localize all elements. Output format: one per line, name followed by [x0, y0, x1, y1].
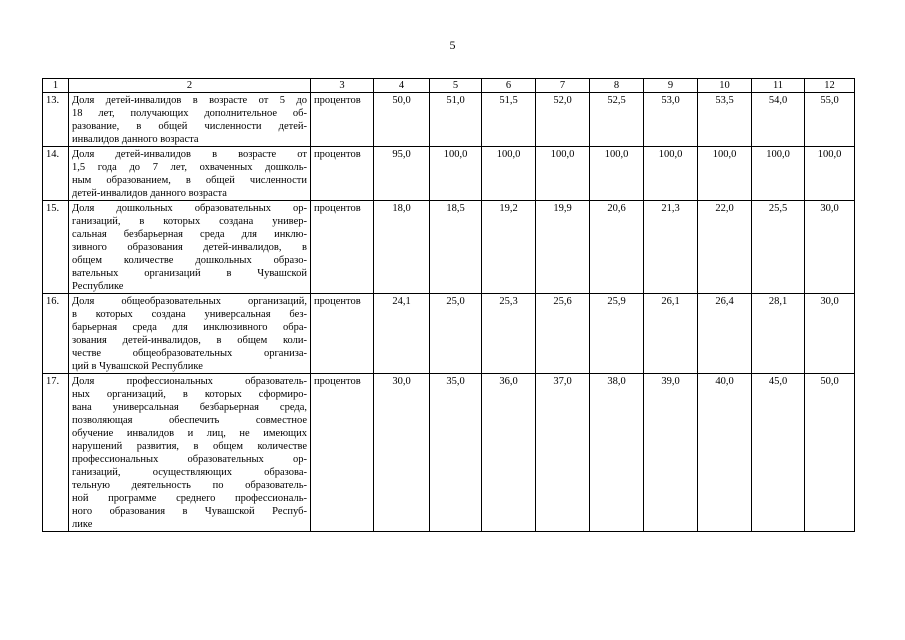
indicator-name	[69, 201, 311, 294]
indicator-value: 26,1	[644, 294, 698, 374]
indicator-name	[69, 147, 311, 201]
unit-of-measure: процентов	[311, 294, 374, 374]
column-number: 3	[311, 79, 374, 93]
indicator-name-line: вана универсальная безбарьерная среда,	[72, 402, 307, 413]
column-number: 7	[536, 79, 590, 93]
indicator-name-line: лике	[72, 519, 93, 530]
indicator-name-line: ганизаций, в которых создана универ-	[72, 216, 307, 227]
table-row	[43, 374, 855, 532]
indicator-name-line: Доля детей-инвалидов в возрасте от 5 до	[72, 95, 307, 106]
indicator-name-line: честве общеобразовательных организа-	[72, 348, 307, 359]
unit-of-measure: процентов	[311, 374, 374, 532]
row-number: 13.	[43, 93, 69, 147]
indicator-value: 19,2	[482, 201, 536, 294]
indicator-value: 52,0	[536, 93, 590, 147]
indicator-name-line: зования детей-инвалидов, в общем коли-	[72, 335, 307, 346]
indicator-value: 20,6	[590, 201, 644, 294]
indicator-name-line: ным образованием, в общей численности	[72, 175, 307, 186]
indicator-value: 30,0	[374, 374, 430, 532]
indicator-value: 100,0	[482, 147, 536, 201]
indicator-value: 38,0	[590, 374, 644, 532]
indicator-name-line: ганизаций, осуществляющих образова-	[72, 467, 307, 478]
unit-of-measure: процентов	[311, 201, 374, 294]
column-number: 12	[805, 79, 855, 93]
indicator-value: 37,0	[536, 374, 590, 532]
indicator-name-line: Республике	[72, 281, 124, 292]
column-number-header-row	[43, 79, 855, 93]
table-row	[43, 294, 855, 374]
column-number: 6	[482, 79, 536, 93]
indicator-name-line: 18 лет, получающих дополнительное об-	[72, 108, 307, 119]
indicator-value: 95,0	[374, 147, 430, 201]
table-row	[43, 147, 855, 201]
indicator-value: 54,0	[752, 93, 805, 147]
indicator-value: 51,0	[430, 93, 482, 147]
indicator-value: 55,0	[805, 93, 855, 147]
indicator-name-line: инвалидов данного возраста	[72, 134, 199, 145]
column-number: 9	[644, 79, 698, 93]
indicator-name-line: нарушений развития, в общем количестве	[72, 441, 307, 452]
column-number: 5	[430, 79, 482, 93]
column-number: 10	[698, 79, 752, 93]
indicator-value: 51,5	[482, 93, 536, 147]
indicator-value: 36,0	[482, 374, 536, 532]
indicators-table	[42, 78, 855, 532]
indicator-name-line: Доля детей-инвалидов в возрасте от	[72, 149, 307, 160]
indicator-name-line: сальная безбарьерная среда для инклю-	[72, 229, 307, 240]
indicator-value: 40,0	[698, 374, 752, 532]
indicator-name-line: вательных организаций в Чувашской	[72, 268, 307, 279]
column-number: 8	[590, 79, 644, 93]
indicator-name-line: общем количестве дошкольных образо-	[72, 255, 307, 266]
indicator-value: 28,1	[752, 294, 805, 374]
indicator-name-line: тельную деятельность по образователь-	[72, 480, 307, 491]
indicator-value: 100,0	[430, 147, 482, 201]
indicator-value: 25,9	[590, 294, 644, 374]
indicator-name-line: ной программе среднего профессиональ-	[72, 493, 307, 504]
indicator-name-line: ций в Чувашской Республике	[72, 361, 203, 372]
indicator-name-line: обучение инвалидов и лиц, не имеющих	[72, 428, 307, 439]
indicator-value: 26,4	[698, 294, 752, 374]
indicator-name-line: зивного образования детей-инвалидов, в	[72, 242, 307, 253]
indicator-name-line: 1,5 года до 7 лет, охваченных дошколь-	[72, 162, 307, 173]
column-number: 4	[374, 79, 430, 93]
indicator-value: 25,6	[536, 294, 590, 374]
column-number: 11	[752, 79, 805, 93]
indicator-value: 30,0	[805, 201, 855, 294]
row-number: 15.	[43, 201, 69, 294]
indicator-name	[69, 374, 311, 532]
indicator-name	[69, 294, 311, 374]
indicator-name-line: ных организаций, в которых сформиро-	[72, 389, 307, 400]
indicator-name-line: позволяющая обеспечить совместное	[72, 415, 307, 426]
indicator-name-line: ного образования в Чувашской Респуб-	[72, 506, 307, 517]
indicator-value: 50,0	[805, 374, 855, 532]
indicator-value: 18,5	[430, 201, 482, 294]
indicator-value: 52,5	[590, 93, 644, 147]
indicator-value: 25,5	[752, 201, 805, 294]
indicator-value: 30,0	[805, 294, 855, 374]
unit-of-measure: процентов	[311, 147, 374, 201]
indicator-name-line: в которых создана универсальная без-	[72, 309, 307, 320]
indicator-value: 100,0	[752, 147, 805, 201]
column-number: 2	[69, 79, 311, 93]
row-number: 16.	[43, 294, 69, 374]
indicator-name-line: профессиональных образовательных ор-	[72, 454, 307, 465]
column-number: 1	[43, 79, 69, 93]
indicator-value: 100,0	[536, 147, 590, 201]
indicator-value: 22,0	[698, 201, 752, 294]
indicator-value: 50,0	[374, 93, 430, 147]
indicator-value: 100,0	[590, 147, 644, 201]
indicator-name	[69, 93, 311, 147]
row-number: 14.	[43, 147, 69, 201]
indicator-value: 18,0	[374, 201, 430, 294]
table-row	[43, 93, 855, 147]
indicator-value: 45,0	[752, 374, 805, 532]
indicator-value: 100,0	[644, 147, 698, 201]
indicator-name-line: Доля дошкольных образовательных ор-	[72, 203, 307, 214]
indicator-value: 21,3	[644, 201, 698, 294]
indicator-name-line: Доля общеобразовательных организаций,	[72, 296, 307, 307]
indicator-value: 24,1	[374, 294, 430, 374]
indicator-value: 100,0	[698, 147, 752, 201]
indicator-value: 39,0	[644, 374, 698, 532]
indicator-value: 25,3	[482, 294, 536, 374]
indicator-name-line: барьерная среда для инклюзивного обра-	[72, 322, 307, 333]
indicator-name-line: детей-инвалидов данного возраста	[72, 188, 227, 199]
table-row	[43, 201, 855, 294]
indicator-value: 19,9	[536, 201, 590, 294]
row-number: 17.	[43, 374, 69, 532]
indicator-value: 35,0	[430, 374, 482, 532]
indicator-value: 100,0	[805, 147, 855, 201]
page-number: 5	[449, 38, 456, 52]
indicator-value: 53,0	[644, 93, 698, 147]
indicator-value: 53,5	[698, 93, 752, 147]
indicator-name-line: разование, в общей численности детей-	[72, 121, 307, 132]
indicator-value: 25,0	[430, 294, 482, 374]
unit-of-measure: процентов	[311, 93, 374, 147]
indicator-name-line: Доля профессиональных образователь-	[72, 376, 307, 387]
